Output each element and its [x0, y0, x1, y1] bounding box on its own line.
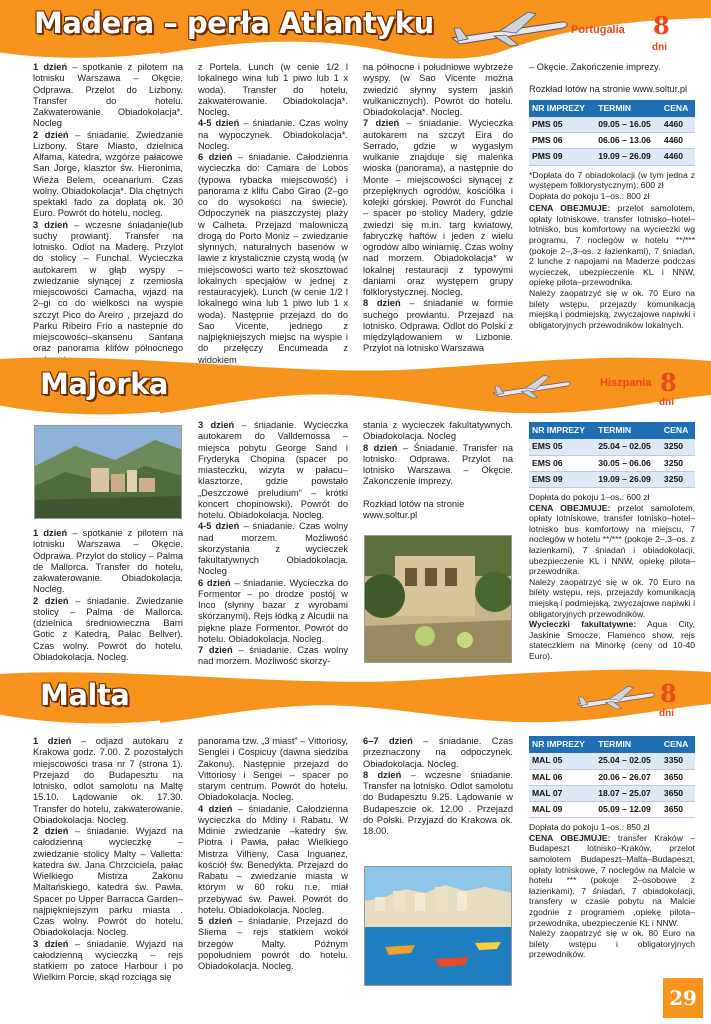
day-paragraph: 3 dzień – śniadanie. Wycieczka autokarem do Valldemossa – miejsca pobytu George Sand i Fryderyka Chopina (spacer po miasteczku, wizyta w pałacu–klasztorze, gdzie powstało „Deszczowe preludium” – krótki koncert chopinowski). Powrót do hotelu. Obiadokolacja. Nocleg.	[198, 420, 349, 520]
airplane-icon	[576, 682, 656, 712]
note-paragraph: CENA OBEJMUJE: przelot samolotem, opłaty lotniskowe, transfer lotnisko–hotel–lotnisko bus komfortowy na miejscu, 7 noclegów w hotelu **/*** (pokoje 2–,3–os. z łazienkami), 7 śniadań i obiadokolacji, ubezpieczenie KL i NNW, opiekę pilota–przewodnika.	[529, 502, 695, 577]
airplane-icon	[450, 8, 570, 48]
col-header: NR IMPREZY	[529, 100, 595, 117]
table-row	[529, 117, 695, 133]
col-header: CENA	[661, 422, 695, 439]
section-title: Malta	[40, 678, 130, 712]
cell: 18.07 – 25.07	[595, 785, 661, 801]
table-header-row	[529, 100, 695, 117]
cell: 19.09 – 26.09	[595, 149, 661, 165]
airplane-icon	[492, 371, 572, 401]
flight-schedule-text: Rozkład lotów na stronie www.soltur.pl	[529, 84, 688, 95]
col-header: TERMIN	[595, 736, 661, 753]
table-header-row	[529, 422, 695, 439]
days-label: dni	[652, 42, 667, 53]
table-row	[529, 471, 695, 487]
cell: 3650	[661, 802, 695, 818]
majorka-col-3	[363, 420, 513, 521]
table-row	[529, 753, 695, 769]
cell: PMS 05	[529, 117, 595, 133]
day-paragraph: 4 dzień – śniadanie. Całodzienna wycieczka do Mdiny i Rabatu. W Mdinie zwiedzanie –katedry św. Piotra i Pawła, pałac Wielkiego Mistrza Vilheny, Casa Inguanez, kościół św. Benedykta. Przejazd do Rabatu – zwiedzanie miasta w którym w 60 roku n.e. miał przebywać św. Paweł. Powrót do hotelu. Obiadokolacja. Nocleg.	[198, 803, 348, 915]
table-row	[529, 439, 695, 455]
country-label: Hiszpania	[600, 377, 652, 389]
malta-col-1	[33, 736, 183, 984]
cell: 3250	[661, 471, 695, 487]
notes	[529, 492, 695, 662]
note-paragraph: Wycieczki fakultatywne: Aqua City, Jaskinie Smocze, Flamenco show, rejs stateczkiem na Minorkę (ceny od 10-40 Euro).	[529, 619, 696, 661]
cell: EMS 05	[529, 439, 595, 455]
table-row	[529, 455, 695, 471]
days-label: dni	[659, 397, 674, 408]
cell: EMS 09	[529, 471, 595, 487]
day-paragraph: 1 dzień – spotkanie z pilotem na lotnisku Warszawa – Okęcie. Odprawa. Przylot do stolicy – Palma de Mallorca. Transfer do hotelu, zakwaterowanie. Obiadokolacja. Nocleg.	[33, 528, 184, 595]
table-header-row	[529, 736, 695, 753]
note-paragraph: Dopłata do pokoju 1–os.: 800 zł	[529, 190, 650, 201]
madera-col-3	[363, 62, 513, 355]
cell: 3650	[661, 785, 695, 801]
flight-schedule-text: Rozkład lotów na stronie www.soltur.pl	[363, 498, 465, 520]
cell: 4460	[661, 149, 695, 165]
day-paragraph: 4-5 dzień – śniadanie. Czas wolny na wypoczynek. Obiadokolacja*. Nocleg.	[198, 118, 349, 151]
majorka-col-1	[33, 528, 183, 663]
cell: 09.05 – 16.05	[595, 117, 661, 133]
note-paragraph: Należy zaopatrzyć się w ok. 70 Euro na bilety wstępu, rejs, przejazdy komunikacją miejską i podmiejską, zwyczajowe napiwki i obligatoryjnych przewodników.	[529, 576, 695, 619]
price-table	[529, 100, 695, 166]
cell: 06.06 – 13.06	[595, 133, 661, 149]
notes	[529, 170, 695, 331]
cell: 30.05 – 06.06	[595, 455, 661, 471]
day-paragraph: 6–7 dzień – śniadanie. Czas przeznaczony na odpoczynek. Obiadokolacja. Nocleg.	[363, 736, 513, 769]
cell: 25.04 – 02.05	[595, 753, 661, 769]
day-paragraph: 7 dzień – śniadanie. Czas wolny nad morzem. Możliwość skorzy-	[198, 645, 349, 667]
day-paragraph: 7 dzień – śniadanie. Wycieczka autokarem na szczyt Eira do Serrado, gdzie w wygasłym wulkanie znajduje się maleńka wioska (panorama), a następnie do Monte – miejscowości słynącej z przepięknych ogrodów, kościółka i kolejki górskiej. Powrót do Funchal – spacer po stolicy Madery, gdzie zwiedzi się m.in. targ kwiatowy, fabryczkę haftów i jeden z wielu ogrodów albo winiarnię. Czas wolny nad morzem. Obiadokolacja* w lokalnej restauracji z typowymi daniami oraz występem grupy folklorystycznej. Nocleg.	[363, 118, 514, 297]
cell: 3250	[661, 439, 695, 455]
col-header: NR IMPREZY	[529, 736, 595, 753]
section-title: Madera – perła Atlantyku	[34, 6, 434, 40]
day-paragraph: 8 dzień – wczesne śniadanie. Transfer na lotnisko. Odlot samolotu do Budapesztu 9.25. Lądowanie w Budapeszcie ok. 12.00 . Przejazd do Polski. Przyjazd do Krakowa ok. 18.00.	[363, 769, 513, 836]
days-number: 8	[660, 679, 677, 708]
note-paragraph: *Dopłata do 7 obiadokolacji (w tym jedna z występem folklorystycznym): 600 zł	[529, 169, 695, 191]
village-photo	[34, 425, 182, 519]
notes	[529, 822, 695, 960]
cell: PMS 09	[529, 149, 595, 165]
price-table	[529, 422, 695, 488]
madera-header	[0, 0, 711, 60]
days-label: dni	[659, 708, 674, 719]
day-paragraph: 1 dzień – odjazd autokaru z Krakowa godz. 7.00. Z pozostałych miejscowości trasa nr 7 (strona 1). Przejazd do Budapesztu na lotnisko, odlot samolotu na Maltę 15.10. Lądowanie ok. 17.30. Transfer do hotelu, zakwaterowanie. Obiadokolacja. Nocleg.	[33, 736, 183, 825]
cell: MAL 05	[529, 753, 595, 769]
cell: 3350	[661, 753, 695, 769]
day-paragraph: 2 dzień – śniadanie. Wyjazd na całodzienną wycieczkę – zwiedzanie stolicy Malty – Valletta: katedra św. Jana Chrzciciela, pałac Wielkiego Mistrza Zakonu Maltańskiego, katedra św. Pawła. Spacer po Upper Barracca Garden– najpiękniejszym parku miasta . Czas wolny. Powrót do hotelu. Obiadokolacja. Nocleg.	[33, 826, 183, 938]
madera-col-2	[198, 62, 348, 366]
day-paragraph: na północne i południowe wybrzeże wyspy. (w Sao Vicente można zwiedzić słynny system jaskiń wulkanicznych). Powrót do hotelu. Obiadokolacja*. Nocleg.	[363, 62, 513, 117]
cell: 25.04 – 02.05	[595, 439, 661, 455]
note-paragraph: Dopłata do pokoju 1–os.: 850 zł	[529, 822, 650, 833]
cell: 4460	[661, 117, 695, 133]
day-paragraph: z Portela. Lunch (w cenie 1/2 l lokalnego wina lub 1 piwo lub 1 x woda). Transfer do hotelu, zakwaterowanie. Obiadokolacja*. Nocleg.	[198, 62, 348, 117]
day-paragraph: 8 dzień – Śniadanie. Transfer na lotnisko. Odprawa. Przylot na lotnisko Warszawa – Okęcie. Zakonczenie imprezy.	[363, 442, 513, 487]
majorka-header	[0, 355, 711, 423]
note-paragraph: CENA OBEJMUJE: transfer Kraków – Budapeszt lotnisko–Kraków, przelot samolotem Budapeszt–Malta–Budapeszt, opłaty lotniskowe, 7 noclegów na Malcie w hotelu *** (pokoje 2–osobowe z łazienkami), 7 śniadań, 7 obiadokolacji, transfery w czasie pobytu na Malcie zgodnie z programem ,opiekę pilota–przewodnika, ubezpieczenie KL i NNW.	[529, 832, 696, 928]
day-paragraph: 8 dzień – śniadanie w formie suchego prowiantu. Przejazd na lotnisko. Odprawa. Odlot do Polski z międzylądowaniem w Lizbonie. Przylot na lotnisko Warszawa	[363, 298, 513, 354]
day-paragraph: stania z wycieczek fakultatywnych. Obiadokolacja. Nocleg	[363, 420, 513, 442]
malta-col-4	[529, 736, 695, 960]
col-header: NR IMPREZY	[529, 422, 595, 439]
note-paragraph: Należy zaopatrzyć się w ok. 80 Euro na bilety wstępu i obligatoryjnych przewodników.	[529, 928, 695, 960]
day-paragraph: 6 dzień – śniadanie. Wycieczka do Formentor – po drodze postój w Inco (słynny bazar z wyrobami skórzanymi). Rejs łódką z Alcudii na piękne plaże Formentor. Powrót do hotelu. Obiadokolacja. Nocleg.	[198, 577, 348, 644]
cell: MAL 09	[529, 802, 595, 818]
col-header: CENA	[661, 736, 695, 753]
malta-col-2	[198, 736, 348, 972]
cell: 05.09 – 12.09	[595, 802, 661, 818]
table-row	[529, 802, 695, 818]
section-title: Majorka	[40, 367, 168, 401]
majorka-col-4	[529, 422, 695, 662]
day-paragraph: panorama tzw. „3 miast” – Vittoriosy, Senglei i Cospicuy (dawna siedziba Zakonu). Następnie przejazd do Vittoriosy i Sengei – spacer po starym centrum. Powrót do hotelu. Obiadokolacja. Nocleg.	[198, 736, 348, 803]
day-paragraph: 3 dzień – śniadanie. Wyjazd na całodzienną wycieczką – rejs statkiem po zatoce Harbour i po Wielkim Porcie, skąd rozciąga się	[33, 938, 183, 983]
col-header: CENA	[661, 100, 695, 117]
day-paragraph: 5 dzień – śniadanie. Przejazd do Sliema – rejs statkiem wokół brzegów Malty. Późnym popołudniem powrót do hotelu. Obiadokolacja. Nocleg.	[198, 916, 349, 971]
harbour-photo	[364, 866, 512, 986]
day-paragraph: 2 dzień – śniadanie. Zwiedzanie stolicy – Palma de Mallorca. (dzielnica średniowieczna Barri Gotic z Katedrą, Pałac Bellver). Czas wolny. Powrót do hotelu. Obiadokolacja. Nocleg.	[33, 595, 183, 662]
majorka-col-2	[198, 420, 348, 668]
table-row	[529, 769, 695, 785]
day-paragraph: 6 dzień – śniadanie. Całodzienna wycieczka do: Camara de Lobos (typowa rybacka miejscowość) i panorama z klifu Cabo Girao (2–go co do wysokości na świecie). Odpoczynek na piaszczystej plaży w Calheta. Przejazd malowniczą drogą do Porto Moniz – zwiedzanie słynnych, naturalnych basenów w lawie z krystalicznie czystą wodą (w miejscowości warto też skosztować lokalnych specjałów w jednej z restauracyjek). Lunch (w cenie 1/2 l lokalnego wina lub 1 piwo lub 1 x woda). Następnie przejazd do do Sao Vicente, jednego z najpiękniejszych miejsc na wyspie i do przełęczy Encumeada z widokiem	[198, 152, 348, 365]
col-header: TERMIN	[595, 100, 661, 117]
country-label: Portugalia	[571, 24, 625, 36]
cell: 19.09 – 26.09	[595, 471, 661, 487]
madera-col-4	[529, 62, 695, 330]
malta-col-3	[363, 736, 513, 837]
page-number: 29	[663, 978, 703, 1018]
cell: MAL 07	[529, 785, 595, 801]
cell: 20.06 – 26.07	[595, 769, 661, 785]
days-number: 8	[653, 11, 670, 40]
day-paragraph: 1 dzień – spotkanie z pilotem na lotnisku Warszawa – Okęcie. Odprawa. Przelot do Lizbony. Transfer do hotelu. Zakwaterowanie. Obiadokolacja*. Nocleg	[33, 62, 184, 129]
cell: PMS 06	[529, 133, 595, 149]
closing-text: – Okęcie. Zakończenie imprezy.	[529, 62, 661, 72]
cell: 4460	[661, 133, 695, 149]
cell: 3650	[661, 769, 695, 785]
day-paragraph: 2 dzień – śniadanie. Zwiedzanie Lizbony. Stare Miasto, dzielnica Alfama, katedra, wzgórze pałacowe San Jorge, klasztor św. Hieronima, Wieża Belem, oceanarium. Czas wolny. Obiadokolacja*. Dla chętnych spektakl fado za dopłatą ok. 30 Euro. Powrót do hotelu, nocleg.	[33, 129, 183, 219]
table-row	[529, 149, 695, 165]
madera-col-1	[33, 62, 183, 366]
cell: 3250	[661, 455, 695, 471]
day-paragraph: 3 dzień – wczesne śniadanie(lub suchy prowiant). Transfer na lotnisko. Odlot na Maderę. Przylot do stolicy – Funchal. Wycieczka autokarem w głąb wyspy – zwiedzanie słynącej z rzemiosła miejscowości Camacha, wjazd na 2–gi co do wielkości na wyspie szczyt Pico do Areiro , przejazd do Parku Ribeiro Frio a nastepnie do miejscowości–skansenu Santana oraz panorama klifów północnego	[33, 219, 184, 354]
note-paragraph: Dopłata do pokoju 1–os.: 600 zł	[529, 492, 650, 502]
day-paragraph: 4-5 dzień – śniadanie. Czas wolny nad morzem. Możliwość skorzystania z wycieczek fakultatywnych Obiadokolacja. Nocleg	[198, 521, 349, 577]
malta-header	[0, 668, 711, 732]
price-table	[529, 736, 695, 818]
note-paragraph: Należy zaopatrzyć się w ok. 70 Euro na bilety wstępu, przejazdy komunikacją miejską i podmiejską, zwyczajowe napiwki i obligatoryjnych przewodników lokalnych.	[529, 288, 695, 330]
table-row	[529, 133, 695, 149]
col-header: TERMIN	[595, 422, 661, 439]
days-number: 8	[660, 368, 677, 397]
cell: MAL 06	[529, 769, 595, 785]
cell: EMS 06	[529, 455, 595, 471]
table-row	[529, 785, 695, 801]
note-paragraph: CENA OBEJMUJE: przelot samolotem, opłaty lotniskowe, transfer lotnisko–hotel–lotnisko, bus komfortowy na wycieczki wg programu, 7 noclegów w hotelu **/*** (pokoje 2–,3–os. z łazienkami), 7 śniadań, 2 lunche z napojami na Maderze podczas wycieczek, ubezpieczenie KL i NNW, opiekę pilota–przewodnika.	[529, 203, 695, 288]
garden-photo	[364, 535, 512, 663]
